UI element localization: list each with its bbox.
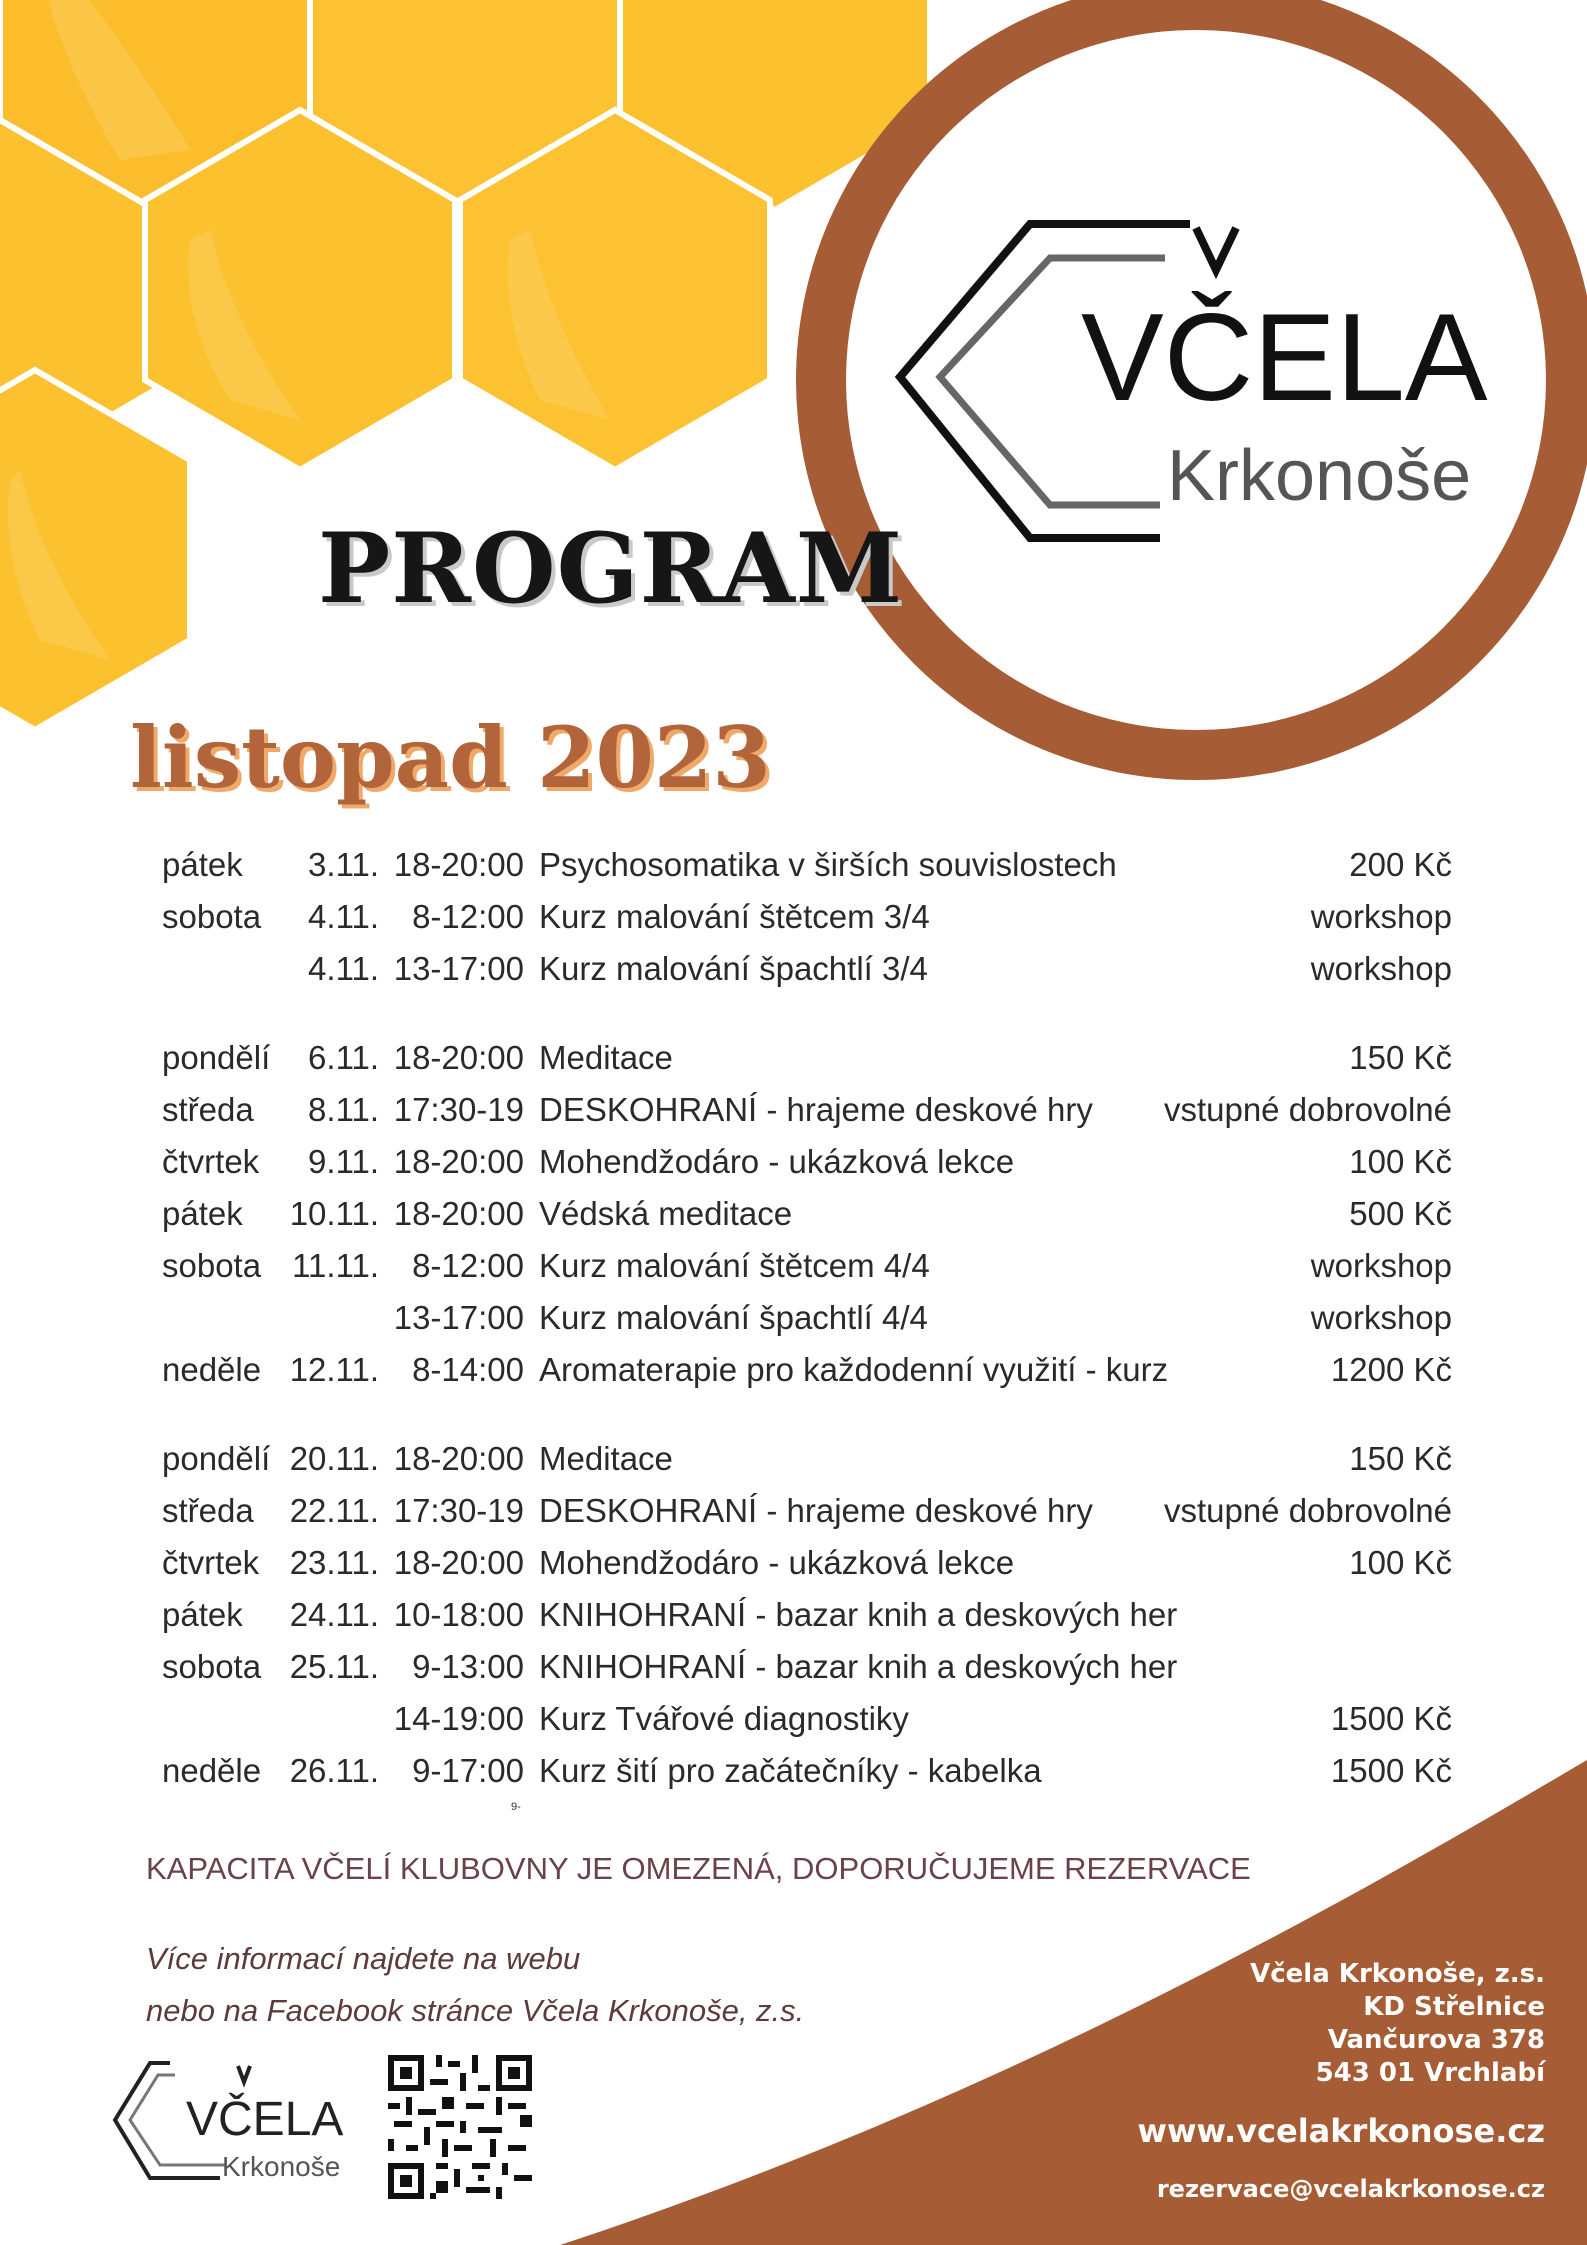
logo-region: Krkonoše [1167, 436, 1472, 516]
schedule-row [0, 1194, 1587, 1234]
email-link[interactable]: rezervace@vcelakrkonose.cz [1156, 2175, 1545, 2203]
row-time: 17:30-19 [393, 1091, 524, 1128]
row-price: workshop [1310, 950, 1452, 987]
row-day: středa [162, 1091, 254, 1128]
row-day: pondělí [162, 1039, 271, 1076]
row-time: 14-19:00 [393, 1700, 524, 1737]
row-date: 12.11. [289, 1351, 379, 1388]
schedule-row [0, 1699, 1587, 1739]
stray-mark: 9- [511, 1801, 521, 1813]
row-event: Meditace [539, 1440, 673, 1477]
page-title: PROGRAM [318, 512, 904, 625]
month-heading: listopad 2023 [130, 708, 771, 807]
row-date: 11.11. [292, 1247, 379, 1284]
row-price: vstupné dobrovolné [1163, 1492, 1452, 1529]
row-event: Psychosomatika v širších souvislostech [539, 846, 1117, 883]
row-event: Kurz malování štětcem 4/4 [539, 1247, 930, 1284]
row-time: 17:30-19 [393, 1492, 524, 1529]
schedule-row [0, 1350, 1587, 1390]
row-price: 1500 Kč [1330, 1752, 1452, 1789]
row-price: workshop [1310, 1247, 1452, 1284]
row-event: DESKOHRANÍ - hrajeme deskové hry [539, 1492, 1093, 1529]
row-price: 1200 Kč [1330, 1351, 1452, 1388]
row-price: workshop [1310, 1299, 1452, 1336]
row-date: 24.11. [289, 1596, 379, 1633]
row-price: 500 Kč [1349, 1195, 1452, 1232]
contact-org: Včela Krkonoše, z.s. [1250, 1959, 1545, 1989]
schedule-row [0, 1090, 1587, 1130]
website-link[interactable]: www.vcelakrkonose.cz [1137, 2112, 1545, 2150]
row-event: DESKOHRANÍ - hrajeme deskové hry [539, 1091, 1093, 1128]
schedule-row [0, 1439, 1587, 1479]
row-date: 3.11. [308, 846, 379, 883]
row-day: sobota [162, 898, 262, 935]
row-time: 18-20:00 [393, 1544, 524, 1581]
schedule-row [0, 845, 1587, 885]
info-line-1: Více informací najdete na webu [146, 1941, 581, 1976]
row-time: 9-17:00 [412, 1752, 524, 1789]
schedule-row [0, 1595, 1587, 1635]
row-time: 13-17:00 [393, 950, 524, 987]
row-event: Kurz malování špachtlí 4/4 [539, 1299, 928, 1336]
contact-street: Vančurova 378 [1327, 2025, 1545, 2055]
schedule-row [0, 1298, 1587, 1338]
row-event: KNIHOHRANÍ - bazar knih a deskových her [539, 1596, 1178, 1633]
row-time: 13-17:00 [393, 1299, 524, 1336]
capacity-notice: KAPACITA VČELÍ KLUBOVNY JE OMEZENÁ, DOPORUČUJEME REZERVACE [146, 1851, 1251, 1886]
small-logo-region: Krkonoše [222, 2151, 341, 2182]
schedule-row [0, 1543, 1587, 1583]
row-time: 18-20:00 [393, 1195, 524, 1232]
row-day: středa [162, 1492, 254, 1529]
row-day: sobota [162, 1648, 262, 1685]
row-price: workshop [1310, 898, 1452, 935]
row-price: vstupné dobrovolné [1163, 1091, 1452, 1128]
qr-code-icon [388, 2055, 532, 2199]
row-event: Aromaterapie pro každodenní využití - kurz [539, 1351, 1169, 1388]
row-event: Védská meditace [539, 1195, 793, 1232]
schedule-row [0, 1647, 1587, 1687]
row-time: 18-20:00 [393, 1440, 524, 1477]
row-day: pondělí [162, 1440, 271, 1477]
row-time: 8-12:00 [412, 898, 524, 935]
contact-city: 543 01 Vrchlabí [1315, 2058, 1545, 2088]
row-time: 8-12:00 [412, 1247, 524, 1284]
row-event: KNIHOHRANÍ - bazar knih a deskových her [539, 1648, 1178, 1685]
row-event: Kurz malování špachtlí 3/4 [539, 950, 928, 987]
row-event: Mohendžodáro - ukázková lekce [539, 1544, 1015, 1581]
row-day: čtvrtek [162, 1143, 260, 1180]
row-time: 18-20:00 [393, 1039, 524, 1076]
row-date: 25.11. [289, 1648, 379, 1685]
schedule-row [0, 949, 1587, 989]
schedule-row [0, 1751, 1587, 1791]
row-day: čtvrtek [162, 1544, 260, 1581]
row-event: Kurz šití pro začátečníky - kabelka [539, 1752, 1042, 1789]
row-date: 22.11. [289, 1492, 379, 1529]
row-time: 8-14:00 [412, 1351, 524, 1388]
row-event: Kurz malování štětcem 3/4 [539, 898, 930, 935]
row-price: 150 Kč [1349, 1039, 1452, 1076]
row-date: 9.11. [308, 1143, 379, 1180]
contact-venue: KD Střelnice [1363, 1992, 1545, 2022]
row-day: neděle [162, 1752, 262, 1789]
row-day: pátek [162, 1596, 243, 1633]
row-event: Meditace [539, 1039, 673, 1076]
row-date: 20.11. [289, 1440, 379, 1477]
row-day: sobota [162, 1247, 262, 1284]
row-date: 4.11. [308, 950, 379, 987]
row-price: 150 Kč [1349, 1440, 1452, 1477]
row-time: 10-18:00 [393, 1596, 524, 1633]
schedule-row [0, 1246, 1587, 1286]
row-price: 100 Kč [1349, 1544, 1452, 1581]
row-price: 1500 Kč [1330, 1700, 1452, 1737]
row-date: 26.11. [289, 1752, 379, 1789]
row-price: 100 Kč [1349, 1143, 1452, 1180]
row-date: 8.11. [308, 1091, 379, 1128]
schedule-row [0, 897, 1587, 937]
row-date: 4.11. [308, 898, 379, 935]
schedule-row [0, 1038, 1587, 1078]
row-day: neděle [162, 1351, 262, 1388]
row-date: 10.11. [289, 1195, 379, 1232]
row-day: pátek [162, 846, 243, 883]
small-logo-name: VČELA [186, 2093, 344, 2146]
schedule-row [0, 1142, 1587, 1182]
row-time: 18-20:00 [393, 846, 524, 883]
row-date: 6.11. [308, 1039, 379, 1076]
logo-name: VČELA [1081, 289, 1488, 427]
row-date: 23.11. [289, 1544, 379, 1581]
row-event: Mohendžodáro - ukázková lekce [539, 1143, 1015, 1180]
row-day: pátek [162, 1195, 243, 1232]
row-event: Kurz Tvářové diagnostiky [539, 1700, 909, 1737]
info-line-2: nebo na Facebook stránce Včela Krkonoše, z.s. [146, 1993, 805, 2028]
row-time: 9-13:00 [412, 1648, 524, 1685]
row-price: 200 Kč [1349, 846, 1452, 883]
schedule-row [0, 1491, 1587, 1531]
row-time: 18-20:00 [393, 1143, 524, 1180]
